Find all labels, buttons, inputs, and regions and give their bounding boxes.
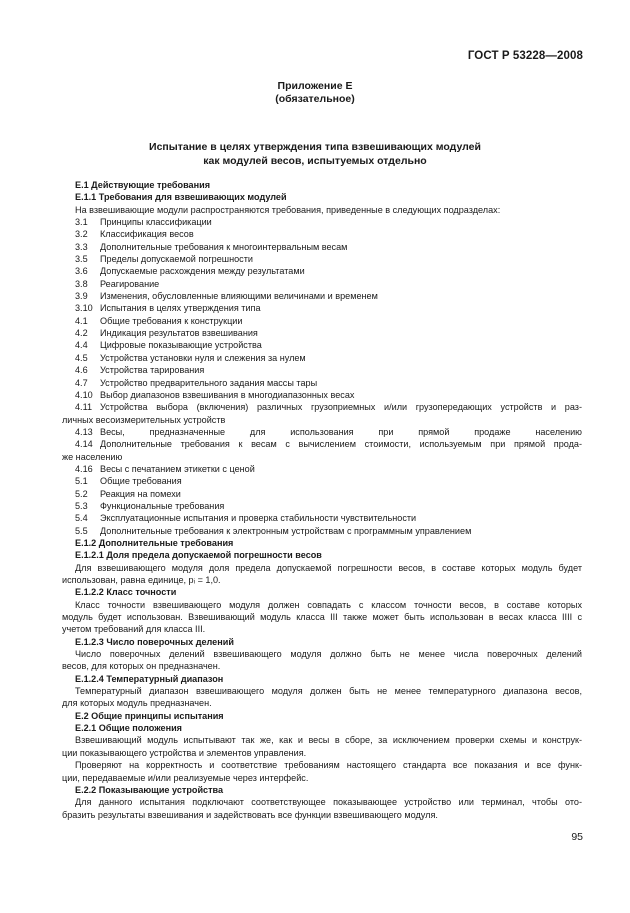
list-item-number: 4.16: [75, 463, 93, 474]
paragraph-line: [62, 414, 582, 426]
list-item: [62, 302, 582, 314]
list-item-number: 3.3: [75, 241, 88, 252]
list-item-number: 4.13: [75, 426, 93, 437]
list-item: [62, 377, 582, 389]
main-title-line-1: Испытание в целях утверждения типа взвешивающих модулей: [149, 141, 481, 153]
paragraph-line: [62, 734, 582, 746]
paragraph-line: [62, 562, 582, 574]
section-heading: [62, 537, 582, 549]
paragraph-line-text: ции, передаваемые и/или реализуемые через интерфейс.: [62, 772, 309, 783]
list-item: [62, 463, 582, 475]
list-item: [62, 475, 582, 487]
list-item: [62, 352, 582, 364]
list-item-text: Дополнительные требования к многоинтервальным весам: [100, 241, 348, 252]
list-item-text: Устройство предварительного задания массы тары: [100, 377, 318, 388]
list-item-number: 4.14: [75, 439, 93, 450]
list-item-text: Общие требования: [100, 476, 182, 487]
list-item-text: Испытания в целях утверждения типа: [100, 303, 261, 314]
paragraph-line-text: Число поверочных делений взвешивающего модуля должно быть не менее числа поверочных делений: [75, 649, 582, 660]
section-heading: [62, 179, 582, 191]
section-heading: [62, 722, 582, 734]
annex-title: Приложение Е: [277, 80, 353, 92]
list-item-text: Пределы допускаемой погрешности: [100, 254, 253, 265]
paragraph-line: [62, 623, 582, 635]
paragraph-line-text: использован, равна единице, pᵢ = 1,0.: [62, 575, 221, 585]
paragraph-line-text: Температурный диапазон взвешивающего модуля должен быть не менее температурного диапазона весов,: [75, 686, 582, 697]
list-item-number: 5.3: [75, 500, 88, 511]
annex-subtitle: (обязательное): [275, 93, 355, 105]
section-heading-text: Е.1.2.1 Доля предела допускаемой погрешности весов: [75, 550, 322, 561]
section-heading: [62, 673, 582, 685]
list-item: [62, 315, 582, 327]
section-heading: [62, 636, 582, 648]
list-item-number: 4.4: [75, 340, 88, 351]
list-item: [62, 339, 582, 351]
paragraph-line: [62, 611, 582, 623]
list-item: [62, 401, 582, 413]
paragraph-line-text: бразить результаты взвешивания и задействовать все функции взвешивающего модуля.: [62, 809, 438, 820]
list-item-number: 4.7: [75, 377, 88, 388]
paragraph-line-text: личных весоизмерительных устройств: [62, 414, 226, 425]
list-item-text: Эксплуатационные испытания и проверка стабильности чувствительности: [100, 513, 417, 524]
paragraph-line-text: для которых модуль предназначен.: [62, 698, 212, 709]
list-item: [62, 241, 582, 253]
list-item-text: Дополнительные требования к весам с вычислением стоимости, используемым при прямой прода-: [100, 439, 582, 450]
list-item-number: 3.5: [75, 254, 88, 265]
section-heading: [62, 586, 582, 598]
list-item: [62, 253, 582, 265]
section-heading: [62, 191, 582, 203]
section-heading-text: Е.1 Действующие требования: [75, 180, 210, 190]
list-item-number: 3.6: [75, 266, 88, 277]
list-item-text: Весы с печатанием этикетки с ценой: [100, 463, 255, 474]
section-heading: [62, 549, 582, 561]
list-item-number: 4.6: [75, 365, 88, 376]
list-item: [62, 512, 582, 524]
list-item: [62, 500, 582, 512]
list-item-number: 4.11: [75, 402, 93, 413]
list-item-number: 3.8: [75, 278, 88, 289]
paragraph-line: [62, 451, 582, 463]
paragraph-line: [62, 660, 582, 672]
list-item-number: 4.10: [75, 389, 93, 400]
paragraph-line: [62, 809, 582, 821]
paragraph-line: [62, 685, 582, 697]
section-heading: [62, 784, 582, 796]
list-item: [62, 364, 582, 376]
list-item-text: Общие требования к конструкции: [100, 315, 243, 326]
paragraph-line: [62, 574, 582, 586]
section-heading-text: Е.1.2.3 Число поверочных делений: [75, 636, 234, 647]
paragraph-line: [62, 772, 582, 784]
list-item: [62, 216, 582, 228]
list-item-text: Реагирование: [100, 278, 160, 289]
list-item-text: Цифровые показывающие устройства: [100, 340, 262, 351]
paragraph-line: [62, 648, 582, 660]
paragraph-line-text: ции показывающего устройства и элементов управления.: [62, 747, 307, 758]
section-heading-text: Е.1.2 Дополнительные требования: [75, 537, 234, 548]
list-item: [62, 525, 582, 537]
list-item-text: Устройства тарирования: [100, 365, 205, 376]
list-item: [62, 426, 582, 438]
section-heading-text: Е.2.1 Общие положения: [75, 723, 182, 734]
list-item-number: 5.4: [75, 513, 88, 524]
list-item-text: Изменения, обусловленные влияющими величинами и временем: [100, 291, 378, 302]
paragraph-line-text: На взвешивающие модули распространяются требования, приведенные в следующих подразделах:: [75, 204, 501, 215]
list-item: [62, 438, 582, 450]
list-item-text: Функциональные требования: [100, 500, 225, 511]
paragraph-line-text: Класс точности взвешивающего модуля должен совпадать с классом точности весов, в составе которых: [75, 599, 582, 610]
list-item-text: Устройства установки нуля и слежения за нулем: [100, 352, 306, 363]
paragraph-line-text: весов, для которых он предназначен.: [62, 661, 221, 672]
list-item-number: 3.1: [75, 217, 88, 228]
main-title-line-2: как модулей весов, испытуемых отдельно: [203, 155, 427, 167]
list-item: [62, 389, 582, 401]
section-heading-text: Е.1.2.2 Класс точности: [75, 587, 177, 598]
paragraph-line-text: Проверяют на корректность и соответствие требованиям настоящего стандарта все показания и все функ-: [75, 760, 582, 771]
list-item-number: 3.9: [75, 291, 88, 302]
list-item-number: 4.2: [75, 328, 88, 339]
list-item-number: 4.5: [75, 352, 88, 363]
paragraph-line: [62, 697, 582, 709]
section-heading-text: Е.1.2.4 Температурный диапазон: [75, 673, 224, 684]
section-heading: [62, 710, 582, 722]
list-item: [62, 228, 582, 240]
list-item: [62, 327, 582, 339]
list-item-number: 3.2: [75, 229, 88, 240]
list-item-number: 5.2: [75, 488, 88, 499]
list-item-number: 4.1: [75, 315, 88, 326]
list-item: [62, 290, 582, 302]
paragraph-line: [62, 747, 582, 759]
list-item-text: Весы, предназначенные для использования при прямой продаже населению: [100, 426, 582, 437]
list-item-number: 5.1: [75, 476, 88, 487]
list-item: [62, 488, 582, 500]
paragraph-line: [62, 796, 582, 808]
paragraph-line-text: Для взвешивающего модуля доля предела допускаемой погрешности весов, в составе которых модуль будет: [75, 562, 582, 573]
paragraph-line: [62, 759, 582, 771]
list-item: [62, 278, 582, 290]
paragraph-line-text: же населению: [62, 451, 123, 462]
section-heading-text: Е.2 Общие принципы испытания: [75, 710, 224, 721]
paragraph-line: [62, 599, 582, 611]
paragraph-line-text: учетом требований для класса III.: [62, 624, 206, 635]
list-item-text: Индикация результатов взвешивания: [100, 328, 258, 339]
paragraph-line-text: Взвешивающий модуль испытывают так же, как и весы в сборе, за исключением проверки схемы и конструк-: [75, 735, 582, 746]
list-item-text: Допускаемые расхождения между результатами: [100, 266, 305, 277]
list-item-number: 5.5: [75, 525, 88, 536]
document-code: ГОСТ Р 53228—2008: [467, 50, 583, 62]
list-item-text: Выбор диапазонов взвешивания в многодиапазонных весах: [100, 389, 355, 400]
list-item-text: Реакция на помехи: [100, 488, 181, 499]
list-item-text: Дополнительные требования к электронным устройствам с программным управлением: [100, 525, 472, 536]
list-item-text: Устройства выбора (включения) различных грузоприемных и/или грузопередающих устройств и раз-: [100, 402, 582, 413]
list-item-text: Принципы классификации: [100, 217, 212, 228]
document-body: [62, 179, 582, 821]
list-item-number: 3.10: [75, 303, 93, 314]
page-number: 95: [571, 831, 583, 843]
paragraph-line: [62, 204, 582, 216]
list-item: [62, 265, 582, 277]
paragraph-line-text: модуль будет использован. Взвешивающий модуль класса III также может быть использован в весах класса IIII с: [62, 612, 582, 623]
list-item-text: Классификация весов: [100, 229, 194, 240]
section-heading-text: Е.1.1 Требования для взвешивающих модулей: [75, 192, 287, 203]
section-heading-text: Е.2.2 Показывающие устройства: [75, 784, 224, 795]
paragraph-line-text: Для данного испытания подключают соответствующее показывающее устройство или терминал, чтобы ото-: [75, 797, 582, 808]
